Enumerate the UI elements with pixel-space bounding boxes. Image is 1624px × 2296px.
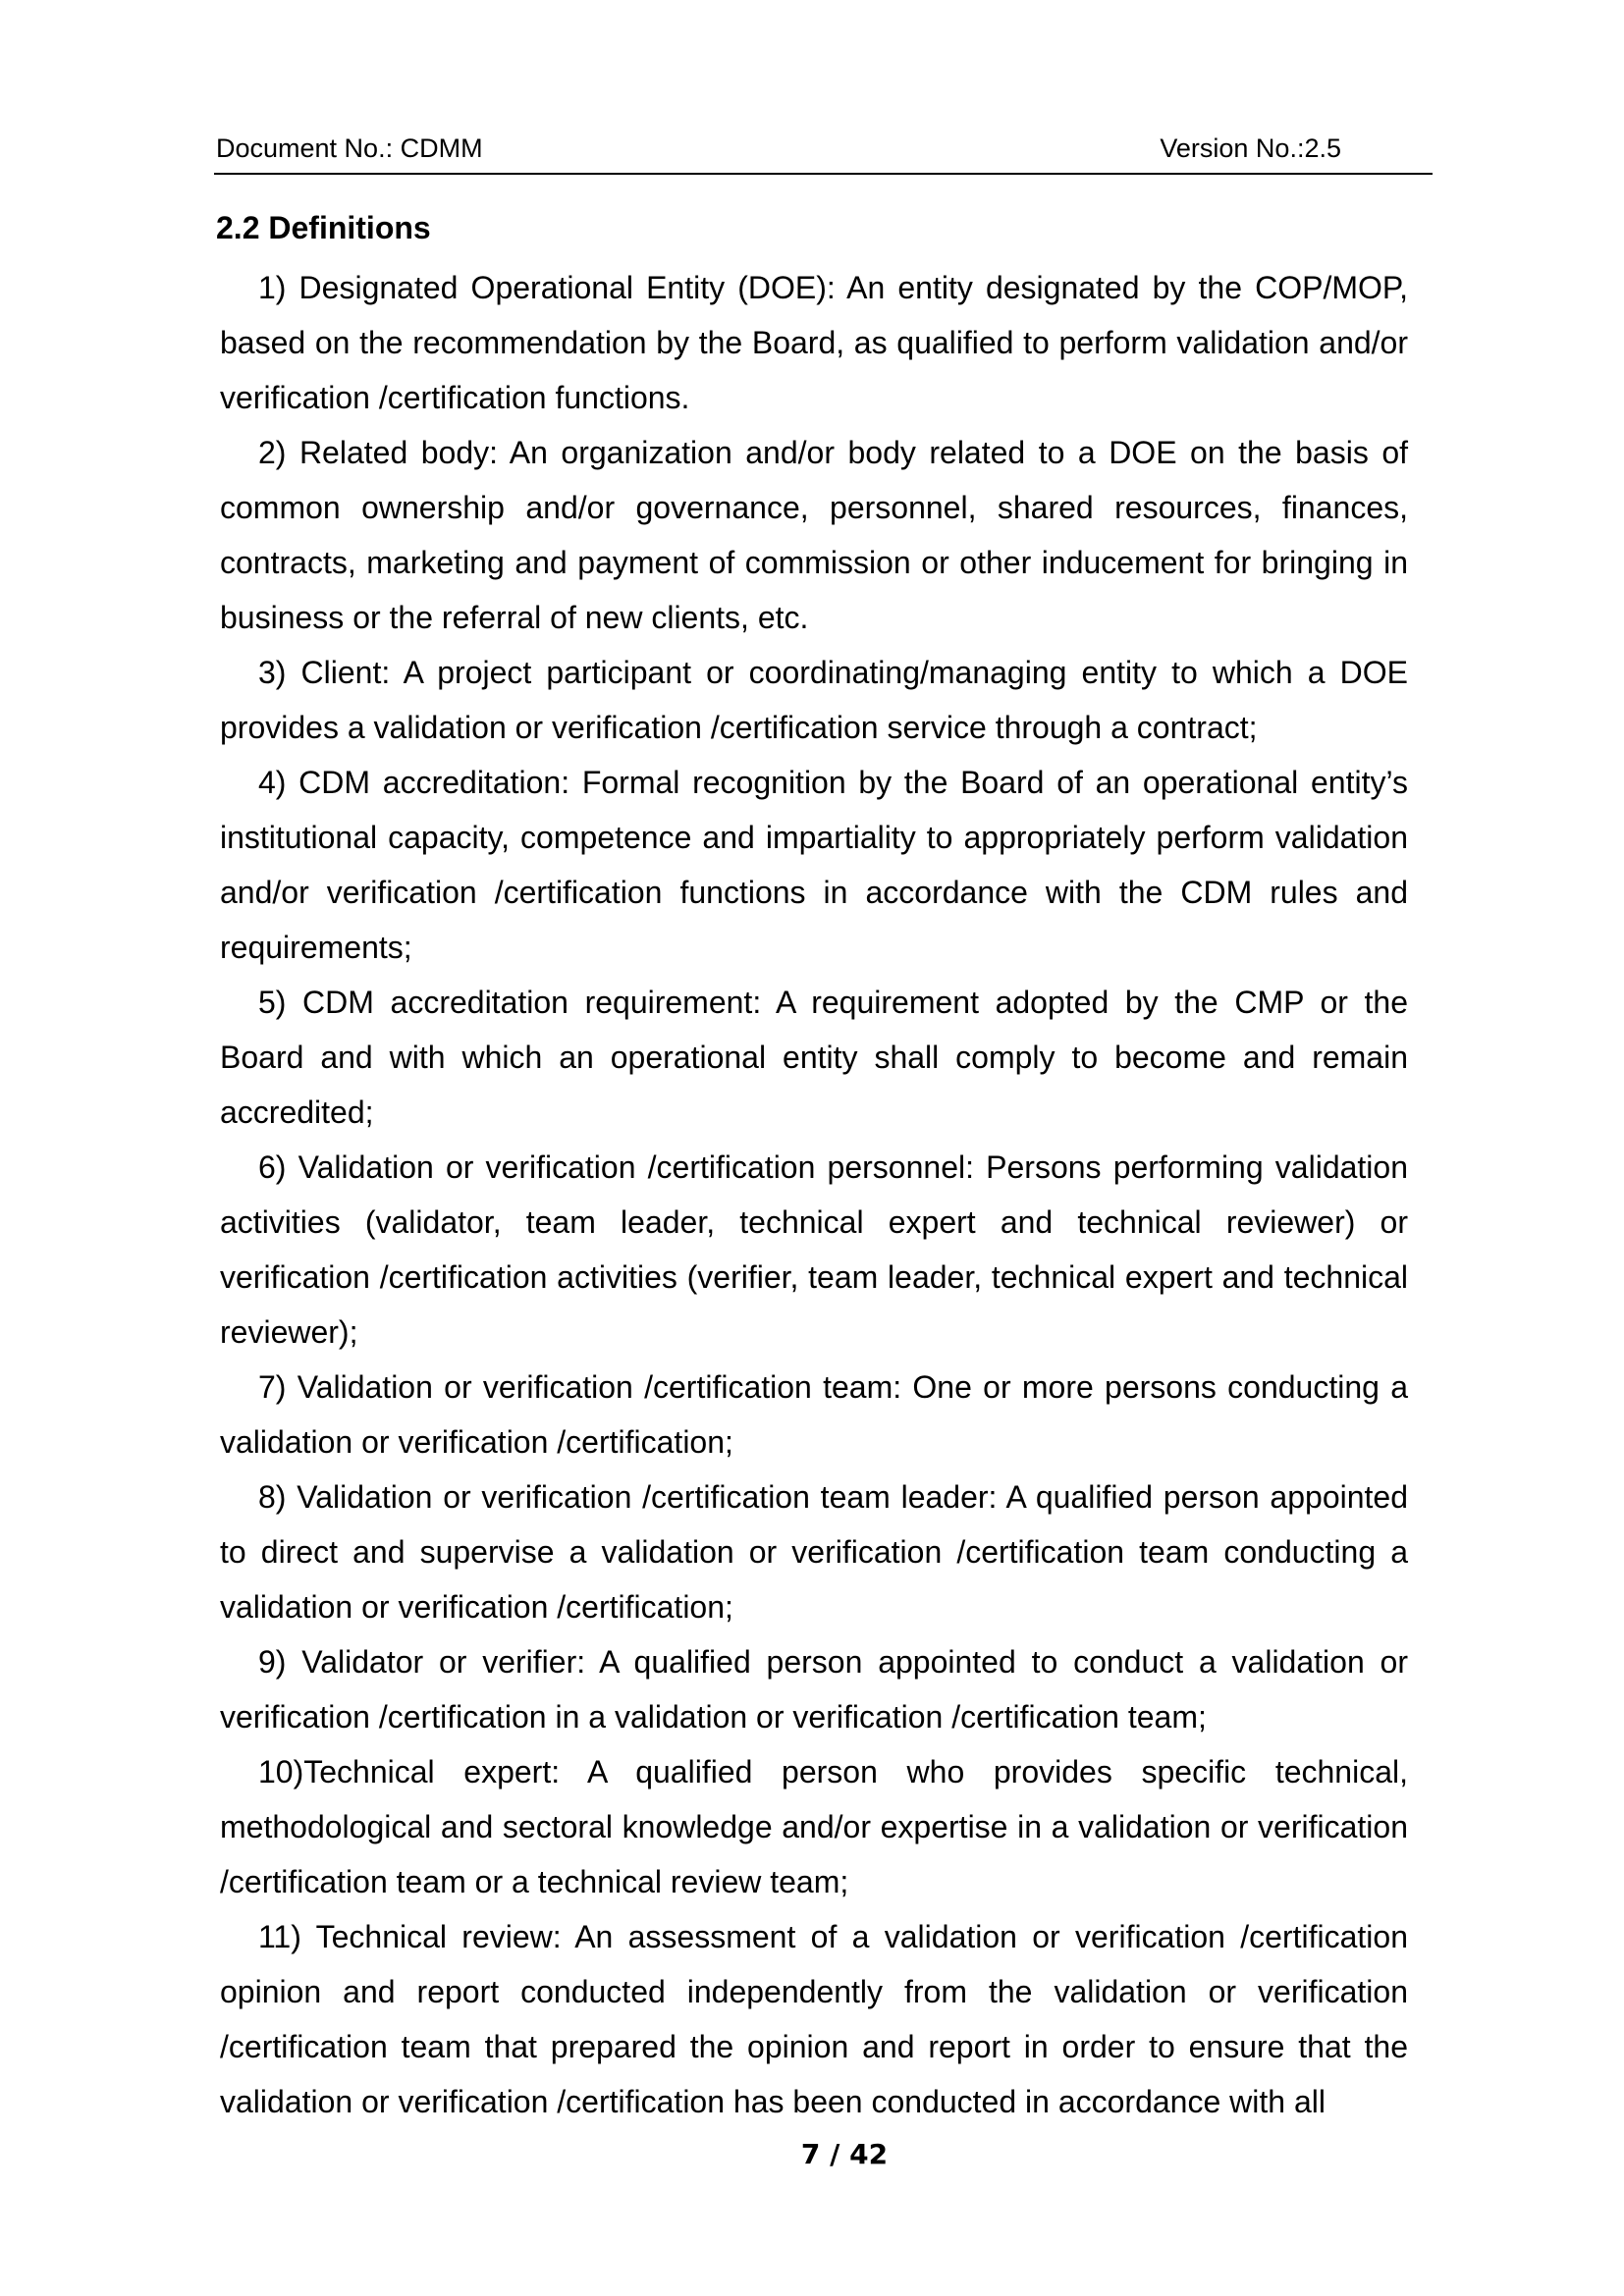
definition-item: 9) Validator or verifier: A qualified person appointed to conduct a validation or verification /certification in a validation or verification /certification team; — [220, 1644, 1408, 1735]
definitions-list — [220, 260, 1408, 2129]
version-number: Version No.:2.5 — [1160, 133, 1341, 163]
page-header — [214, 133, 1432, 175]
definition-item: 7) Validation or verification /certification team: One or more persons conducting a validation or verification /certification; — [220, 1369, 1408, 1460]
definition-item: 1) Designated Operational Entity (DOE): An entity designated by the COP/MOP, based on the recommendation by the Board, as qualified to perform validation and/or verification /certification functions. — [220, 270, 1408, 415]
definition-item: 4) CDM accreditation: Formal recognition by the Board of an operational entity’s institutional capacity, competence and impartiality to appropriately perform validation and/or verification /certification functions in accordance with the CDM rules and requirements; — [220, 765, 1408, 965]
section-heading: 2.2 Definitions — [216, 210, 431, 245]
definition-item: 6) Validation or verification /certification personnel: Persons performing validation activities (validator, team leader, technical expert and technical reviewer) or verification /certification activities (verifier, team leader, technical expert and technical reviewer); — [220, 1149, 1408, 1350]
definition-item: 10)Technical expert: A qualified person who provides specific technical, methodological and sectoral knowledge and/or expertise in a validation or verification /certification team or a technical review team; — [220, 1754, 1408, 1899]
definition-item: 11) Technical review: An assessment of a validation or verification /certification opinion and report conducted independently from the validation or verification /certification team that prepared the opinion and report in order to ensure that the validation or verification /certification has been conducted in accordance with all — [220, 1919, 1408, 2119]
page-number: 7 / 42 — [800, 2138, 889, 2170]
document-number: Document No.: CDMM — [216, 133, 483, 163]
definition-item: 3) Client: A project participant or coordinating/managing entity to which a DOE provides a validation or verification /certification service through a contract; — [220, 655, 1408, 745]
definition-item: 5) CDM accreditation requirement: A requirement adopted by the CMP or the Board and with which an operational entity shall comply to become and remain accredited; — [220, 985, 1408, 1130]
definition-item: 8) Validation or verification /certification team leader: A qualified person appointed to direct and supervise a validation or verification /certification team conducting a validation or verification /certification; — [220, 1479, 1408, 1625]
definition-item: 2) Related body: An organization and/or body related to a DOE on the basis of common ownership and/or governance, personnel, shared resources, finances, contracts, marketing and payment of commission or other inducement for bringing in business or the referral of new clients, etc. — [220, 435, 1408, 635]
header-divider — [214, 173, 1433, 175]
